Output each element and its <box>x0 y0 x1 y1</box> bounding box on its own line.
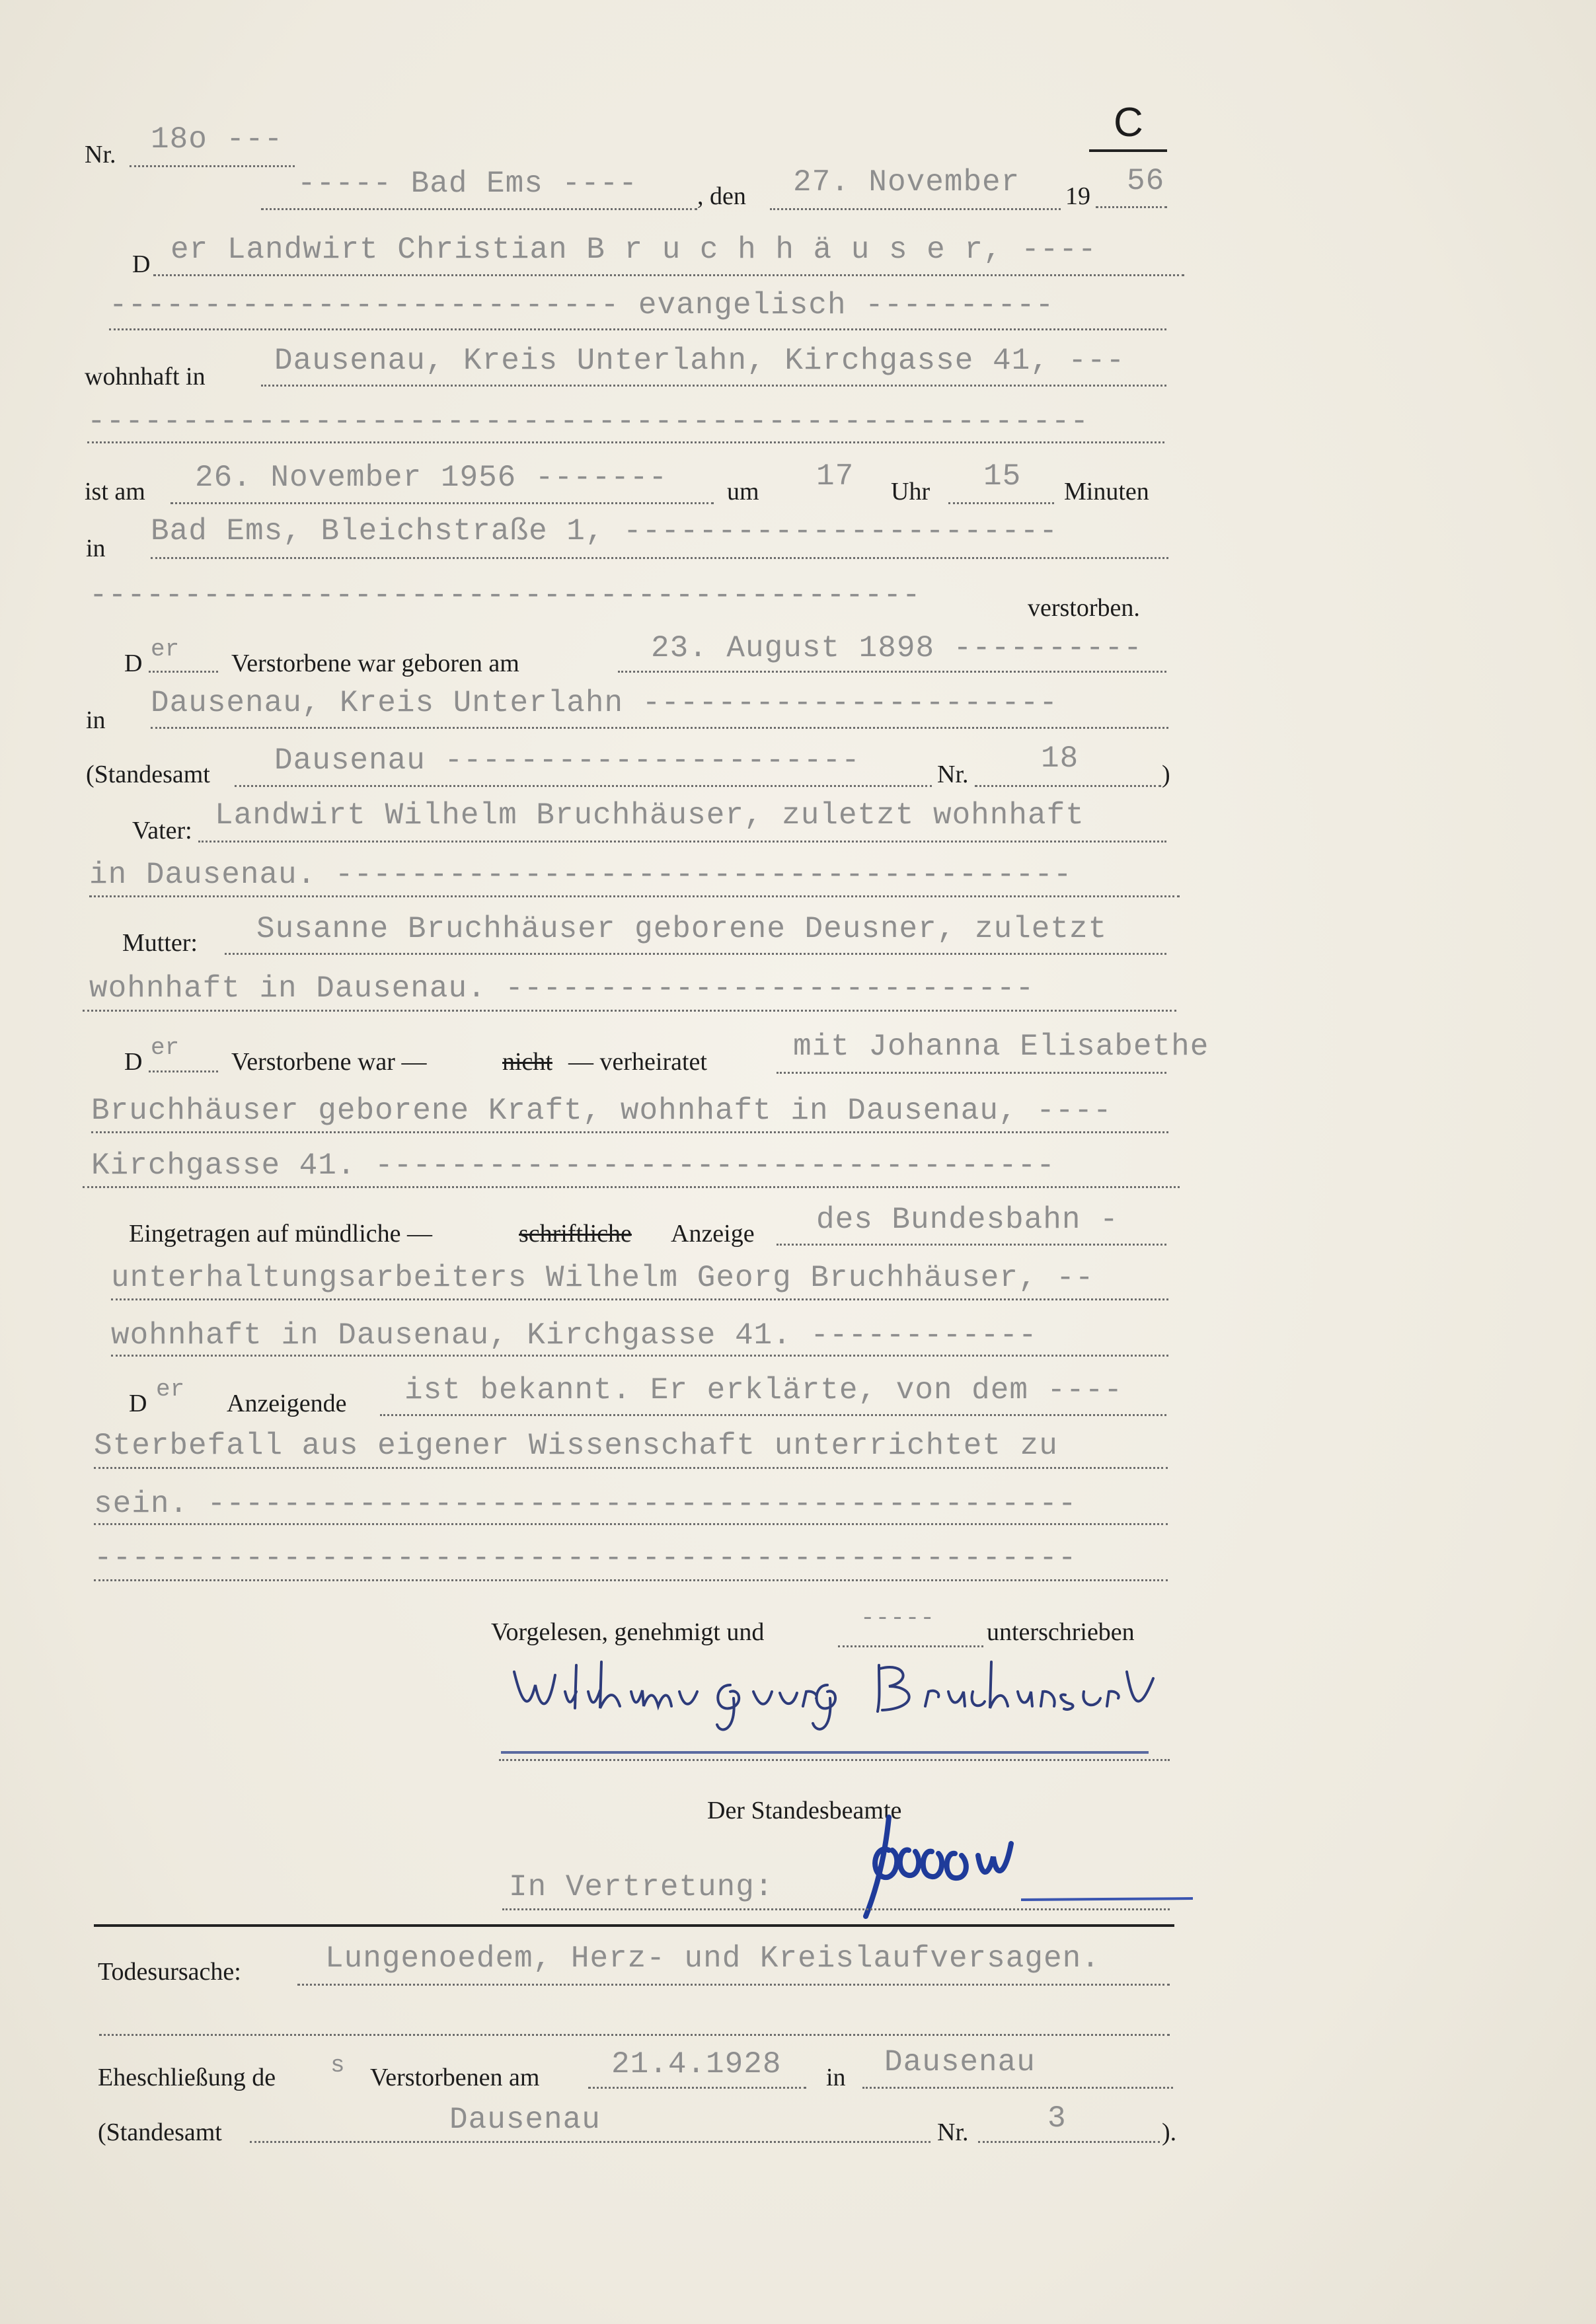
birth-nr-dotline <box>975 785 1161 787</box>
entry-year-dotline <box>1096 206 1167 208</box>
mutter: Susanne Bruchhäuser geborene Deusner, zuletzt <box>256 912 1108 946</box>
residence-cont-dotline <box>87 441 1164 443</box>
birth-place-dotline <box>151 727 1168 729</box>
informant-text3-dotline <box>111 1355 1168 1357</box>
death-date: 26. November 1956 ------- <box>195 461 668 495</box>
death-minute-dotline <box>948 502 1054 504</box>
entry-den-label: , den <box>697 182 746 210</box>
mutter-cont: wohnhaft in Dausenau. ---------------------------- <box>89 971 1035 1006</box>
prior-marriage-date: 21.4.1928 <box>611 2047 782 2081</box>
birth-date: 23. August 1898 ---------- <box>651 631 1143 665</box>
vater: Landwirt Wilhelm Bruchhäuser, zuletzt wohnhaft <box>215 798 1084 833</box>
informant-schriftliche: schriftliche <box>519 1220 632 1248</box>
birth-text-label: Verstorbene war geboren am <box>231 650 519 677</box>
cause-dotline <box>297 1984 1170 1986</box>
entry-year-prefix: 19 <box>1065 182 1090 210</box>
marriage-nicht: nicht <box>502 1048 552 1076</box>
religion-dotline <box>109 328 1166 330</box>
birth-standesamt-dotline <box>235 785 932 787</box>
deceased-name: er Landwirt Christian B r u c h h ä u s e r, ---- <box>171 233 1097 267</box>
informant-text1-dotline <box>777 1244 1166 1246</box>
mutter-dotline <box>225 953 1166 955</box>
informant-er: er <box>156 1376 185 1403</box>
marriage-cont2-dotline <box>83 1186 1180 1188</box>
prior-marriage-label-a: Eheschließung de <box>98 2064 276 2091</box>
entry-place-dotline <box>261 208 697 210</box>
vater-dotline <box>198 841 1166 843</box>
vertretung-dotline <box>502 1908 1170 1910</box>
birth-date-dotline <box>618 671 1166 673</box>
birth-d-label: D <box>124 650 143 677</box>
death-place-dotline <box>151 557 1168 559</box>
birth-in-label: in <box>86 706 106 734</box>
marriage-er: er <box>151 1034 180 1061</box>
uhr-label: Uhr <box>891 478 931 506</box>
register-letter-underline <box>1089 149 1167 152</box>
minuten-label: Minuten <box>1064 478 1149 506</box>
prior-marriage-place: Dausenau <box>884 2045 1036 2080</box>
prior-marriage-date-dotline <box>588 2087 806 2089</box>
unterschrieben-label: unterschrieben <box>987 1618 1135 1646</box>
anzeigende-label: Anzeigende <box>227 1390 347 1417</box>
birth-er-dotline <box>149 671 218 673</box>
prior-marriage-place-dotline <box>862 2087 1173 2089</box>
prior-marriage-nr-label: Nr. <box>937 2118 969 2146</box>
informant-text6-dotline <box>94 1523 1168 1525</box>
verstorben-label: verstorben. <box>1028 594 1140 622</box>
prior-marriage-nr-dotline <box>978 2141 1160 2143</box>
informant-text7-dotline <box>94 1579 1168 1581</box>
vater-cont-dotline <box>89 895 1180 897</box>
birth-standesamt: Dausenau ---------------------- <box>274 743 860 778</box>
entry-nr-dotline <box>130 165 295 167</box>
informant-text4-dotline <box>380 1414 1166 1416</box>
death-place-cont: -------------------------------------------- <box>89 578 921 613</box>
standesbeamte-label: Der Standesbeamte <box>707 1797 902 1824</box>
deceased-d-label: D <box>132 250 151 278</box>
residence-cont: ----------------------------------------------------- <box>87 404 1090 439</box>
informant-signature <box>502 1645 1203 1731</box>
marriage-d-label: D <box>124 1048 143 1076</box>
informant-text5-dotline <box>94 1467 1168 1469</box>
prior-marriage-nr: 3 <box>1047 2101 1067 2136</box>
informant-text2-dotline <box>111 1298 1168 1300</box>
residence-label: wohnhaft in <box>85 363 206 391</box>
vater-label: Vater: <box>132 817 192 844</box>
entry-place: ----- Bad Ems ---- <box>297 167 638 201</box>
informant-d-label: D <box>129 1390 147 1417</box>
informant-text1: des Bundesbahn - <box>816 1203 1119 1237</box>
cause: Lungenoedem, Herz- und Kreislaufversagen. <box>325 1941 1100 1976</box>
marriage-label-b: — verheiratet <box>568 1048 707 1076</box>
informant-text4: ist bekannt. Er erklärte, von dem ---- <box>404 1373 1123 1407</box>
official-signature <box>823 1804 1193 1923</box>
deceased-name-dotline <box>153 274 1184 276</box>
marriage-spouse-cont1: Bruchhäuser geborene Kraft, wohnhaft in Dausenau, ---- <box>91 1094 1112 1128</box>
informant-text5: Sterbefall aus eigener Wissenschaft unterrichtet zu <box>94 1429 1058 1463</box>
death-hour: 17 <box>816 459 855 494</box>
prior-marriage-standesamt-dotline <box>250 2141 931 2143</box>
cause-label: Todesursache: <box>98 1958 241 1986</box>
marriage-spouse: mit Johanna Elisabethe <box>793 1030 1209 1064</box>
prior-marriage-standesamt: Dausenau <box>449 2103 601 2137</box>
vorgelesen-fill: ----- <box>860 1604 936 1631</box>
mutter-label: Mutter: <box>122 929 198 957</box>
residence-dotline <box>261 385 1166 387</box>
informant-signature-line <box>501 1751 1149 1754</box>
death-label: ist am <box>85 478 145 506</box>
informant-label-b: Anzeige <box>671 1220 755 1248</box>
informant-signature-dotline <box>499 1759 1170 1761</box>
death-minute: 15 <box>983 459 1022 494</box>
prior-marriage-in-label: in <box>826 2064 846 2091</box>
birth-nr: 18 <box>1041 741 1079 776</box>
prior-marriage-s: s <box>330 2052 345 2079</box>
vertretung: In Vertretung: <box>509 1870 774 1904</box>
marriage-spouse-cont2: Kirchgasse 41. ------------------------------------ <box>91 1148 1055 1183</box>
birth-place: Dausenau, Kreis Unterlahn ---------------------- <box>151 686 1059 720</box>
birth-close: ) <box>1162 761 1170 788</box>
prior-marriage-close: ). <box>1162 2118 1177 2146</box>
marriage-spouse-dotline <box>777 1072 1166 1074</box>
register-letter: C <box>1114 100 1143 145</box>
marriage-label-a: Verstorbene war — <box>231 1048 427 1076</box>
vater-cont: in Dausenau. --------------------------------------- <box>89 858 1073 892</box>
marriage-cont1-dotline <box>91 1131 1168 1133</box>
entry-date: 27. November <box>793 165 1020 200</box>
informant-label-a: Eingetragen auf mündliche — <box>129 1220 433 1248</box>
prior-marriage-standesamt-label: (Standesamt <box>98 2118 222 2146</box>
residence: Dausenau, Kreis Unterlahn, Kirchgasse 41, --- <box>274 344 1125 378</box>
death-in-label: in <box>86 535 106 562</box>
mutter-cont-dotline <box>83 1010 1176 1012</box>
death-date-dotline <box>171 502 714 504</box>
informant-text2: unterhaltungsarbeiters Wilhelm Georg Bruchhäuser, -- <box>111 1261 1094 1295</box>
prior-marriage-label-b: Verstorbenen am <box>370 2064 540 2091</box>
deceased-religion: --------------------------- evangelisch ---------- <box>109 288 1055 322</box>
entry-nr-label: Nr. <box>85 141 116 169</box>
cause-dotline-2 <box>99 2034 1170 2036</box>
entry-date-dotline <box>770 208 1061 210</box>
informant-text3: wohnhaft in Dausenau, Kirchgasse 41. ------------ <box>111 1318 1038 1353</box>
informant-text6: sein. ---------------------------------------------- <box>94 1487 1077 1521</box>
birth-er: er <box>151 636 180 663</box>
entry-year-suffix: 56 <box>1127 164 1165 198</box>
marriage-er-dotline <box>149 1070 218 1072</box>
vorgelesen-label: Vorgelesen, genehmigt und <box>491 1618 765 1646</box>
birth-standesamt-label: (Standesamt <box>86 761 210 788</box>
death-place: Bad Ems, Bleichstraße 1, ----------------------- <box>151 514 1059 548</box>
um-label: um <box>727 478 759 506</box>
informant-text7: ---------------------------------------------------- <box>94 1541 1077 1575</box>
entry-nr: 18o --- <box>151 122 284 157</box>
section-divider <box>94 1924 1174 1927</box>
birth-nr-label: Nr. <box>937 761 969 788</box>
